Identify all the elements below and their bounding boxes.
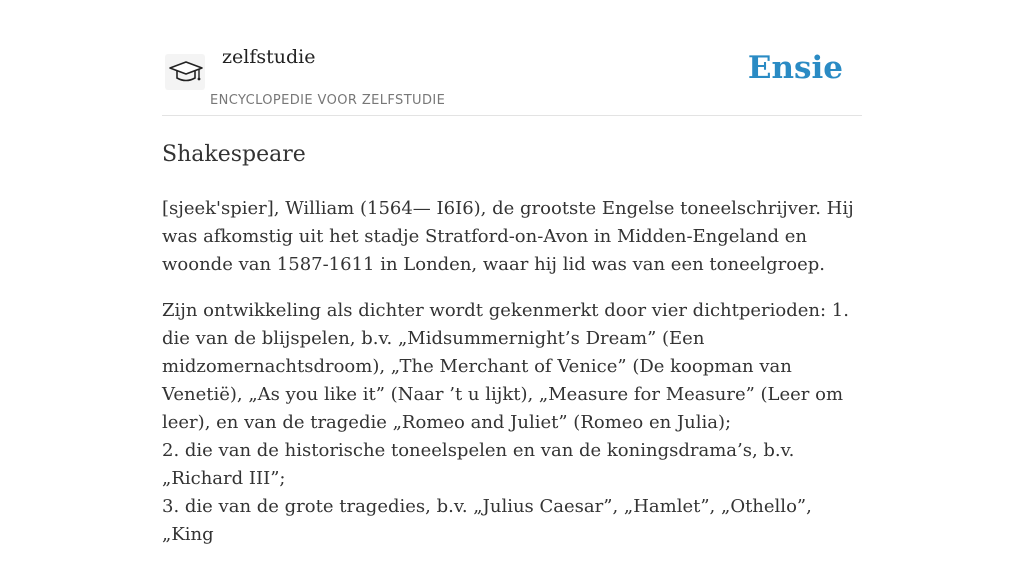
graduation-cap-icon	[168, 58, 204, 86]
site-header	[162, 38, 862, 116]
paragraph-line: 2. die van de historische toneelspelen en van de koningsdrama’s, b.v. „Richard III”;	[162, 440, 795, 489]
article	[162, 139, 862, 567]
site-tagline: ENCYCLOPEDIE VOOR ZELFSTUDIE	[210, 93, 446, 108]
brand-logo-link[interactable]: Ensie	[747, 50, 843, 86]
paragraph-line: 3. die van de grote tragedies, b.v. „Julius Caesar”, „Hamlet”, „Othello”, „King	[162, 496, 812, 545]
article-paragraph-2	[162, 297, 862, 549]
article-paragraph-1: [sjeek'spier], William (1564— I6I6), de grootste Engelse toneelschrijver. Hij was afkomstig uit het stadje Stratford-on-Avon in Midden-Engeland en woonde van 1587-1611 in Londen, waar hij lid was van een toneelgroep.	[162, 198, 854, 275]
site-name-link[interactable]: zelfstudie	[222, 46, 316, 68]
site-logo[interactable]	[165, 54, 205, 90]
article-title: Shakespeare	[162, 142, 306, 167]
paragraph-line: Zijn ontwikkeling als dichter wordt gekenmerkt door vier dichtperioden: 1. die van de blijspelen, b.v. „Midsummernight’s Dream” (Een midzomernachtsdroom), „The Merchant of Venice” (De koopman van Venetië), „As you like it” (Naar ’t u lijkt), „Measure for Measure” (Leer om leer), en van de tragedie „Romeo and Juliet” (Romeo en Julia);	[162, 300, 849, 433]
